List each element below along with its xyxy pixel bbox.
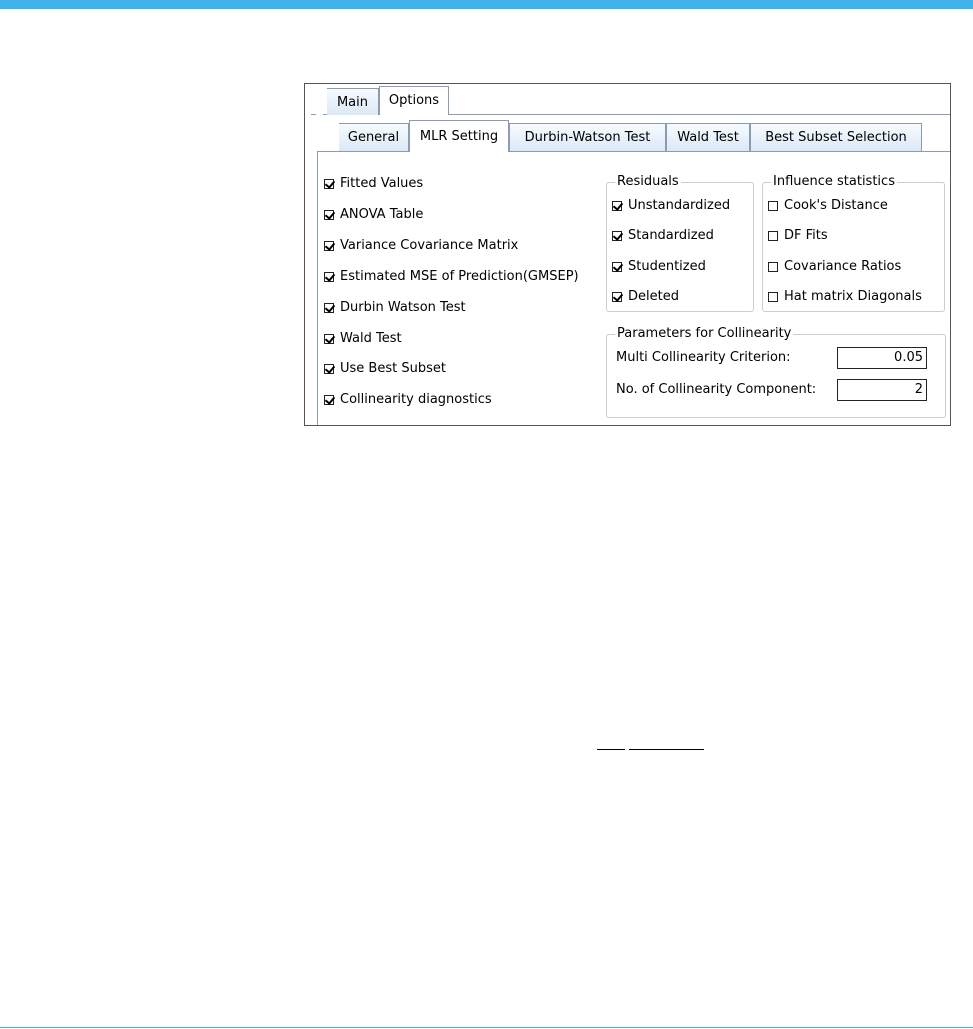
residuals_items-checkbox-row[interactable] (612, 228, 714, 243)
options-checkbox-row[interactable] (324, 238, 518, 253)
residuals-title: Residuals (617, 174, 679, 189)
influence_items-checkbox-label: Cook's Distance (784, 198, 888, 213)
tab-durbin-watson-label: Durbin-Watson Test (524, 130, 651, 145)
underline-mark (597, 749, 625, 750)
tab-main-label: Main (336, 95, 369, 110)
checkbox[interactable] (324, 179, 334, 189)
options-checkbox-label: Wald Test (340, 331, 402, 346)
checkbox[interactable] (324, 303, 334, 313)
influence_items-checkbox-row[interactable] (768, 228, 828, 243)
tab-wald-test-label: Wald Test (677, 130, 739, 145)
checkbox[interactable] (324, 210, 334, 220)
options-checkbox-row[interactable] (324, 331, 402, 346)
options-checkbox-row[interactable] (324, 300, 466, 315)
tab-best-subset[interactable] (750, 123, 922, 151)
tab-options-label: Options (388, 93, 440, 108)
tab-mlr-setting-label: MLR Setting (419, 129, 499, 144)
options-dialog (304, 83, 951, 426)
tab-durbin-watson[interactable] (509, 123, 666, 151)
influence_items-checkbox-label: Covariance Ratios (784, 259, 902, 274)
checkbox[interactable] (324, 395, 334, 405)
checkbox[interactable] (612, 201, 622, 211)
checkbox[interactable] (768, 262, 778, 272)
tab-main[interactable] (327, 88, 379, 115)
options-checkbox-row[interactable] (324, 176, 423, 191)
options-checkbox-row[interactable] (324, 207, 423, 222)
checkbox[interactable] (612, 292, 622, 302)
checkbox[interactable] (324, 241, 334, 251)
checkbox[interactable] (324, 364, 334, 374)
tab-general[interactable] (339, 123, 409, 151)
residuals_items-checkbox-label: Deleted (628, 289, 679, 304)
options-checkbox-row[interactable] (324, 361, 446, 376)
underline-mark (629, 749, 704, 750)
tab-wald-test[interactable] (666, 123, 750, 151)
checkbox[interactable] (768, 292, 778, 302)
checkbox[interactable] (324, 334, 334, 344)
options-checkbox-label: Estimated MSE of Prediction(GMSEP) (340, 269, 579, 284)
residuals_items-checkbox-label: Standardized (628, 228, 714, 243)
residuals_items-checkbox-row[interactable] (612, 259, 706, 274)
panel-gap (316, 114, 323, 152)
influence_items-checkbox-row[interactable] (768, 259, 901, 274)
options-checkbox-label: Use Best Subset (340, 361, 446, 376)
bottom-accent-line (0, 1027, 973, 1028)
options-checkbox-label: Durbin Watson Test (340, 300, 466, 315)
influence_items-checkbox-row[interactable] (768, 289, 922, 304)
criterion-input[interactable]: 0.05 (837, 347, 927, 369)
options-checkbox-row[interactable] (324, 269, 579, 284)
component-input[interactable]: 2 (837, 379, 927, 401)
options-checkbox-label: Fitted Values (340, 176, 424, 191)
checkbox[interactable] (612, 262, 622, 272)
residuals_items-checkbox-row[interactable] (612, 289, 679, 304)
influence_items-checkbox-row[interactable] (768, 198, 888, 213)
checkbox[interactable] (768, 201, 778, 211)
criterion-label: Multi Collinearity Criterion: (616, 350, 791, 365)
component-label: No. of Collinearity Component: (616, 382, 817, 397)
options-checkbox-row[interactable] (324, 392, 492, 407)
residuals_items-checkbox-label: Unstandardized (628, 198, 731, 213)
tab-options[interactable] (379, 86, 449, 115)
residuals_items-checkbox-row[interactable] (612, 198, 730, 213)
options-checkbox-label: ANOVA Table (340, 207, 424, 222)
checkbox[interactable] (612, 231, 622, 241)
top-accent-bar (0, 0, 973, 9)
options-checkbox-label: Variance Covariance Matrix (340, 238, 519, 253)
tab-mlr-setting[interactable] (409, 120, 509, 152)
residuals_items-checkbox-label: Studentized (628, 259, 706, 274)
options-checkbox-label: Collinearity diagnostics (340, 392, 492, 407)
checkbox[interactable] (324, 272, 334, 282)
influence-title: Influence statistics (773, 174, 895, 189)
collinearity-title: Parameters for Collinearity (617, 326, 792, 341)
tab-best-subset-label: Best Subset Selection (765, 130, 907, 145)
checkbox[interactable] (768, 231, 778, 241)
tab-general-label: General (347, 130, 400, 145)
influence_items-checkbox-label: Hat matrix Diagonals (784, 289, 922, 304)
influence_items-checkbox-label: DF Fits (784, 228, 828, 243)
